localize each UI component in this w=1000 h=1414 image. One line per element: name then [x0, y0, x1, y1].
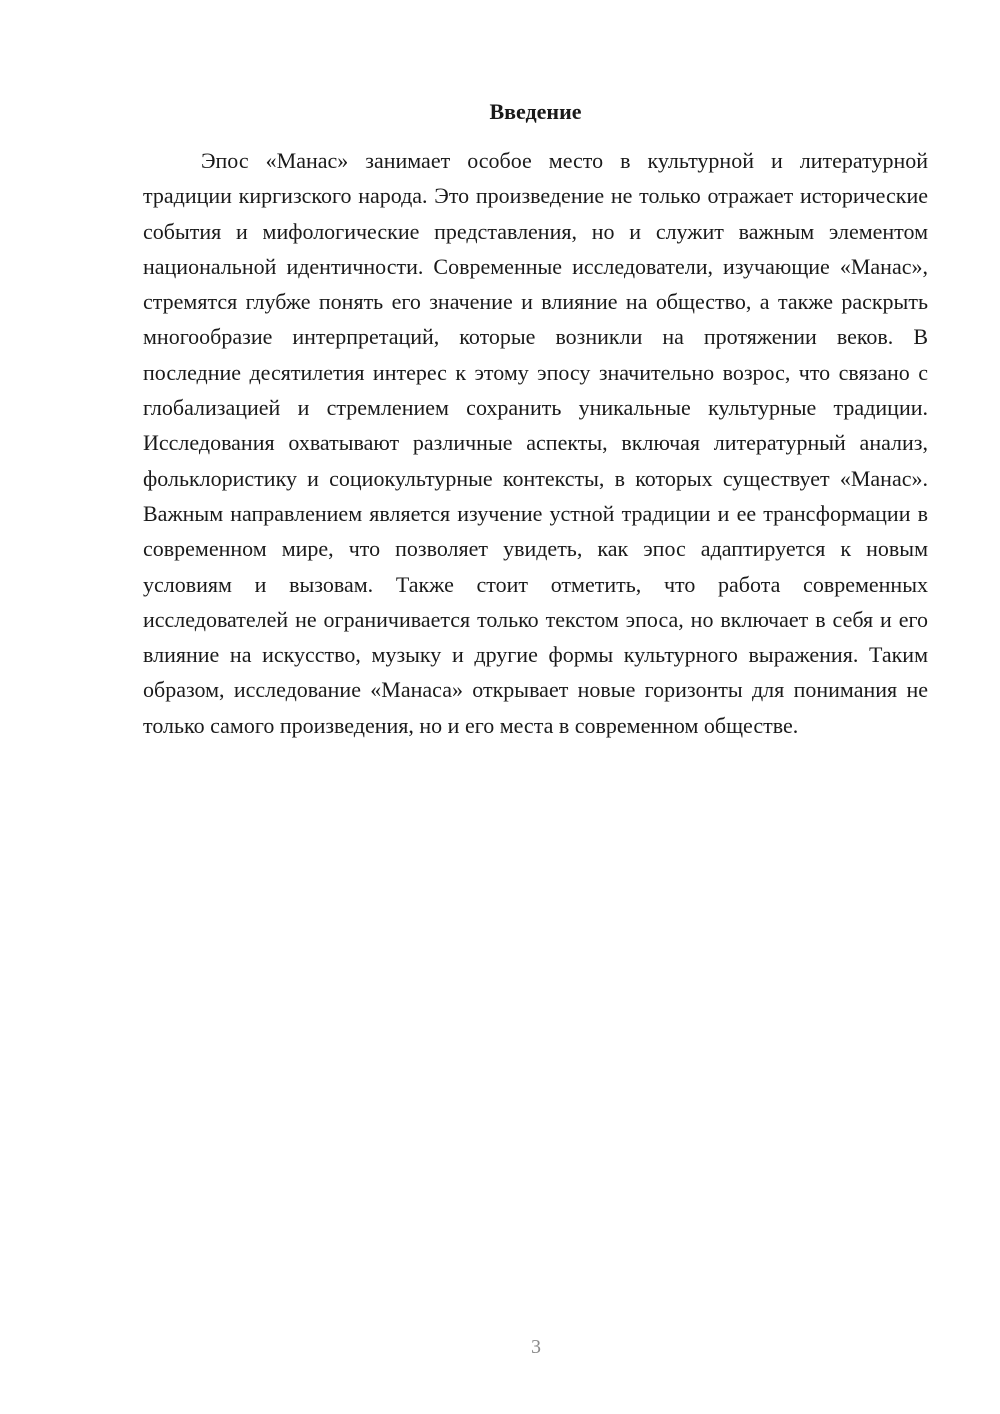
page-number: 3 — [531, 1336, 541, 1358]
body-paragraph: Эпос «Манас» занимает особое место в культурной и литературной традиции киргизского народа. Это произведение не только отражает исторические события и мифологические представления, но и служит важным элементом национальной идентичности. Современные исследователи, изучающие «Манас», стремятся глубже понять его значение и влияние на общество, а также раскрыть многообразие интерпретаций, которые возникли на протяжении веков. В последние десятилетия интерес к этому эпосу значительно возрос, что связано с глобализацией и стремлением сохранить уникальные культурные традиции. Исследования охватывают различные аспекты, включая литературный анализ, фольклористику и социокультурные контексты, в которых существует «Манас». Важным направлением является изучение устной традиции и ее трансформации в современном мире, что позволяет увидеть, как эпос адаптируется к новым условиям и вызовам. Также стоит отметить, что работа современных исследователей не ограничивается только текстом эпоса, но включает в себя и его влияние на искусство, музыку и другие формы культурного выражения. Таким образом, исследование «Манаса» открывает новые горизонты для понимания не только самого произведения, но и его места в современном обществе. — [143, 148, 928, 738]
section-heading: Введение — [489, 99, 582, 124]
